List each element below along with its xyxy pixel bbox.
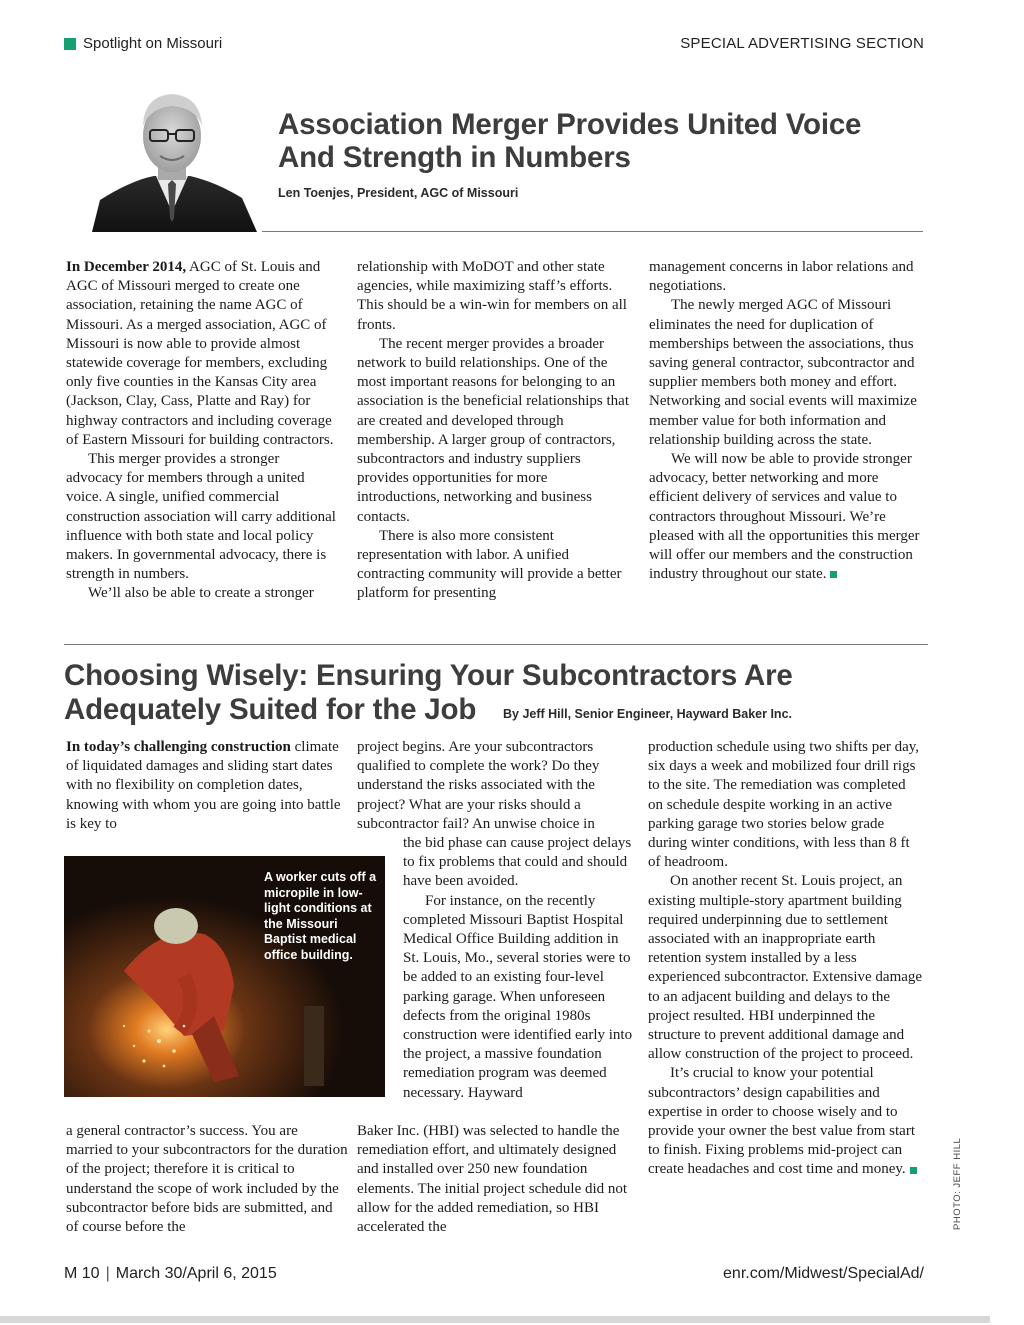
article2-column-3 [648, 738, 924, 1180]
photo-credit [952, 1137, 972, 1248]
paragraph: Baker Inc. (HBI) was selected to handle the remediation effort, and ultimately designed and installed over 250 new foundation elements. The initial project schedule did not allow for the added remediation, so HBI accelerated the [357, 1123, 628, 1236]
article2-lead: In today’s challenging construction [66, 739, 291, 755]
paragraph: climate of liquidated damages and sliding start dates with no flexibility on completion dates, knowing with whom you are going into battle is key to [66, 739, 341, 832]
header-rule [262, 231, 923, 232]
page-bottom-bar [0, 1316, 990, 1323]
section-label [64, 35, 222, 52]
paragraph: management concerns in labor relations and negotiations. [649, 259, 914, 295]
paragraph: project begins. Are your subcontractors qualified to complete the work? Do they understand the risks associated with the project? What are your risks should a subcontractor fail? An unwise choice in [357, 739, 600, 832]
article1-column-3 [649, 258, 921, 584]
article2-column-2-middle [403, 834, 635, 1103]
end-mark-icon [830, 571, 837, 578]
article2-column-2-bottom [357, 1122, 633, 1237]
paragraph: a general contractor’s success. You are married to your subcontractors for the duration of the project; therefore it is critical to understand the scope of work included by the subcontractor before bids are submitted, and of course before the [66, 1123, 348, 1236]
paragraph: The recent merger provides a broader network to build relationships. One of the most important reasons for belonging to an association is the beneficial relationships that are created and developed through membership. A larger group of contractors, subcontractors and industry suppliers provides opportunities for more introductions, networking and business contacts. [357, 335, 630, 525]
photo-caption: A worker cuts off a micropile in low-light conditions at the Missouri Baptist medical office building. [264, 870, 377, 962]
advertising-label: SPECIAL ADVERTISING SECTION [680, 35, 924, 52]
article2-title: Choosing Wisely: Ensuring Your Subcontractors Are Adequately Suited for the Job [64, 659, 793, 726]
article2-column-2-top [357, 738, 633, 834]
end-mark-icon [910, 1167, 917, 1174]
page-number: M 10 [64, 1265, 100, 1282]
paragraph: This merger provides a stronger advocacy for members through a united voice. A single, unified commercial construction association will carry additional influence with both state and local policy makers. In governmental advocacy, there is strength in numbers. [66, 451, 336, 583]
article2-column-1-bottom [66, 1122, 348, 1237]
paragraph: The newly merged AGC of Missouri eliminates the need for duplication of memberships between the associations, thus saving general contractor, subcontractor and supplier members both money and effort. Networking and social events will maximize member value for both information and relationship building across the state. [649, 297, 917, 448]
paragraph: On another recent St. Louis project, an existing multiple-story apartment building required underpinning due to settlement associated with an inappropriate earth retention system installed by a less experienced subcontractor. Extensive damage to an adjacent building and delays to the project resulted. HBI underpinned the structure to prevent additional damage and allow construction of the project to proceed. [648, 873, 923, 1063]
paragraph: We will now be able to provide stronger advocacy, better networking and more efficient delivery of services and value to contractors throughout Missouri. We’re pleased with all the opportunities this merger will offer our members and the construction industry throughout our state. [649, 451, 920, 583]
paragraph: AGC of St. Louis and AGC of Missouri merged to create one association, retaining the name AGC of Missouri. As a merged association, AGC of Missouri is now able to provide almost statewide coverage for members, excluding only five counties in the Kansas City area (Jackson, Clay, Cass, Platte and Ray) for highway contractors and including coverage of Eastern Missouri for building contractors. [66, 259, 334, 448]
author-portrait [92, 82, 257, 232]
paragraph: It’s crucial to know your potential subcontractors’ design capabilities and expertise in order to choose wisely and to provide your owner the best value from start to finish. Fixing problems mid-project can create headaches and cost time and money. [648, 1065, 916, 1178]
section-name: Spotlight on Missouri [83, 35, 223, 52]
article-divider [64, 644, 928, 645]
photo-credit-text: PHOTO: JEFF HILL [952, 1137, 963, 1230]
paragraph: relationship with MoDOT and other state agencies, while maximizing staff’s efforts. This should be a win-win for members on all fronts. [357, 259, 627, 333]
footer-url: enr.com/Midwest/SpecialAd/ [723, 1265, 924, 1282]
paragraph: For instance, on the recently completed Missouri Baptist Hospital Medical Office Building addition in St. Louis, Mo., several stories were to be added to an existing four-level parking garage. When unforeseen defects from the original 1980s construction were identified early into the project, a massive foundation remediation program was deemed necessary. Hayward [403, 892, 633, 1101]
paragraph: production schedule using two shifts per day, six days a week and mobilized four drill rigs to the site. The remediation was completed on schedule despite working in an active parking garage two stories below grade during winter conditions, with less than 8 ft of headroom. [648, 739, 920, 871]
issue-date: March 30/April 6, 2015 [115, 1265, 277, 1282]
portrait-image [92, 82, 257, 232]
footer-separator: | [105, 1265, 110, 1282]
article2-byline: By Jeff Hill, Senior Engineer, Hayward Baker Inc. [503, 707, 792, 721]
paragraph: We’ll also be able to create a stronger [88, 585, 314, 602]
footer-page-info [64, 1265, 277, 1283]
article1-byline: Len Toenjes, President, AGC of Missouri [278, 186, 519, 200]
worker-photo [64, 856, 385, 1097]
article1-title: Association Merger Provides United Voice And Strength in Numbers [278, 108, 862, 174]
paragraph: There is also more consistent representation with labor. A unified contracting community will provide a better platform for presenting [357, 527, 622, 602]
paragraph: the bid phase can cause project delays to fix problems that could and should have been avoided. [403, 835, 632, 890]
section-square-icon [64, 38, 76, 50]
article1-column-1 [66, 258, 338, 604]
article1-lead: In December 2014, [66, 259, 187, 275]
article2-column-1-top [66, 738, 348, 834]
article1-column-2 [357, 258, 631, 604]
